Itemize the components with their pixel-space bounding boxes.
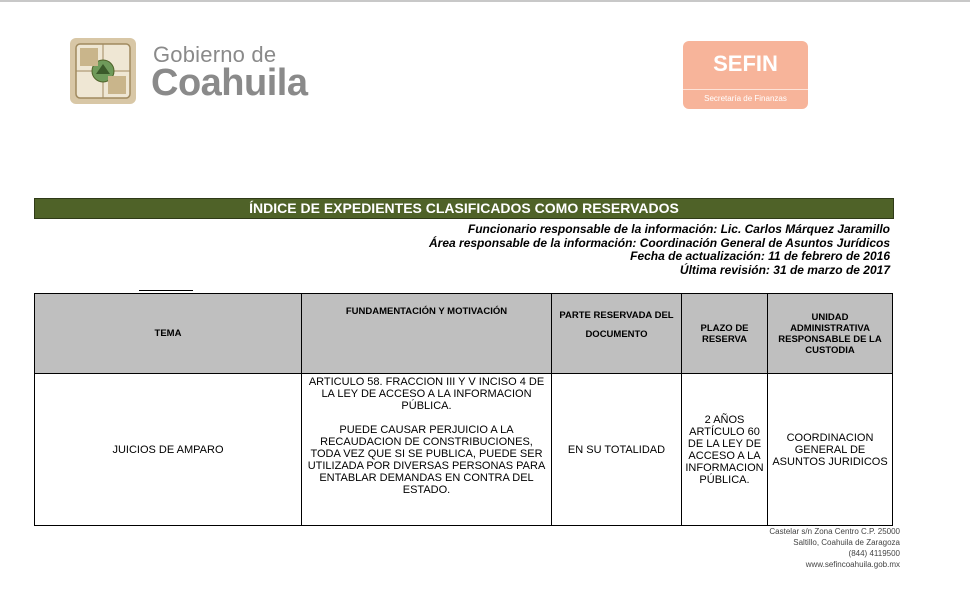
footer-address (769, 526, 900, 570)
info-fecha: Fecha de actualización: 11 de febrero de 2016 (630, 249, 890, 263)
document-title: ÍNDICE DE EXPEDIENTES CLASIFICADOS COMO RESERVADOS (34, 198, 894, 219)
gov-big-text: Coahuila (151, 62, 308, 104)
gov-small-text: Gobierno de (153, 42, 277, 67)
cell-parte: EN SU TOTALIDAD (552, 374, 682, 526)
fund-paragraph-2: PUEDE CAUSAR PERJUICIO A LA RECAUDACION DE CONSTRIBUCIONES, TODA VEZ QUE SI SE PUBLICA, PUEDE SER UTILIZADA POR DIVERSAS PERSONAS PARA ENTABLAR DEMANDAS EN CONTRA DEL ESTADO. (307, 424, 546, 496)
sefin-divider (683, 89, 808, 90)
info-funcionario: Funcionario responsable de la información: Lic. Carlos Márquez Jaramillo (467, 222, 890, 236)
footer-line-4: www.sefincoahuila.gob.mx (805, 560, 900, 569)
cell-unidad: COORDINACION GENERAL DE ASUNTOS JURIDICOS (768, 374, 893, 526)
footer-line-1: Castelar s/n Zona Centro C.P. 25000 (769, 527, 900, 536)
paragraph-gap (305, 412, 548, 424)
footer-line-2: Saltillo, Coahuila de Zaragoza (793, 538, 900, 547)
header-unidad: UNIDAD ADMINISTRATIVA RESPONSABLE DE LA CUSTODIA (768, 294, 893, 374)
header-parte: PARTE RESERVADA DEL DOCUMENTO (552, 294, 682, 374)
header-fundamentacion: FUNDAMENTACIÓN Y MOTIVACIÓN (302, 294, 552, 374)
coahuila-crest-logo (68, 36, 138, 106)
header-plazo: PLAZO DE RESERVA (682, 294, 768, 374)
reserved-files-table (34, 293, 893, 526)
small-rule (139, 290, 193, 291)
header-tema: TEMA (35, 294, 302, 374)
sefin-subtitle: Secretaría de Finanzas (704, 94, 787, 103)
fund-paragraph-1: ARTICULO 58. FRACCION III Y V INCISO 4 DE LA LEY DE ACCESO A LA INFORMACION PÚBLICA. (308, 376, 545, 412)
top-border (0, 0, 970, 2)
footer-line-3: (844) 4119500 (848, 549, 900, 558)
table-row (35, 374, 893, 526)
cell-fundamentacion (302, 374, 552, 526)
sefin-logo (683, 41, 808, 109)
info-revision: Última revisión: 31 de marzo de 2017 (679, 263, 890, 277)
cell-tema: JUICIOS DE AMPARO (35, 374, 302, 526)
info-area: Área responsable de la información: Coordinación General de Asuntos Jurídicos (429, 236, 890, 250)
cell-plazo: 2 AÑOS ARTÍCULO 60 DE LA LEY DE ACCESO A LA INFORMACION PÚBLICA. (682, 374, 768, 526)
table-header-row (35, 294, 893, 374)
sefin-title: SEFIN (713, 51, 778, 76)
